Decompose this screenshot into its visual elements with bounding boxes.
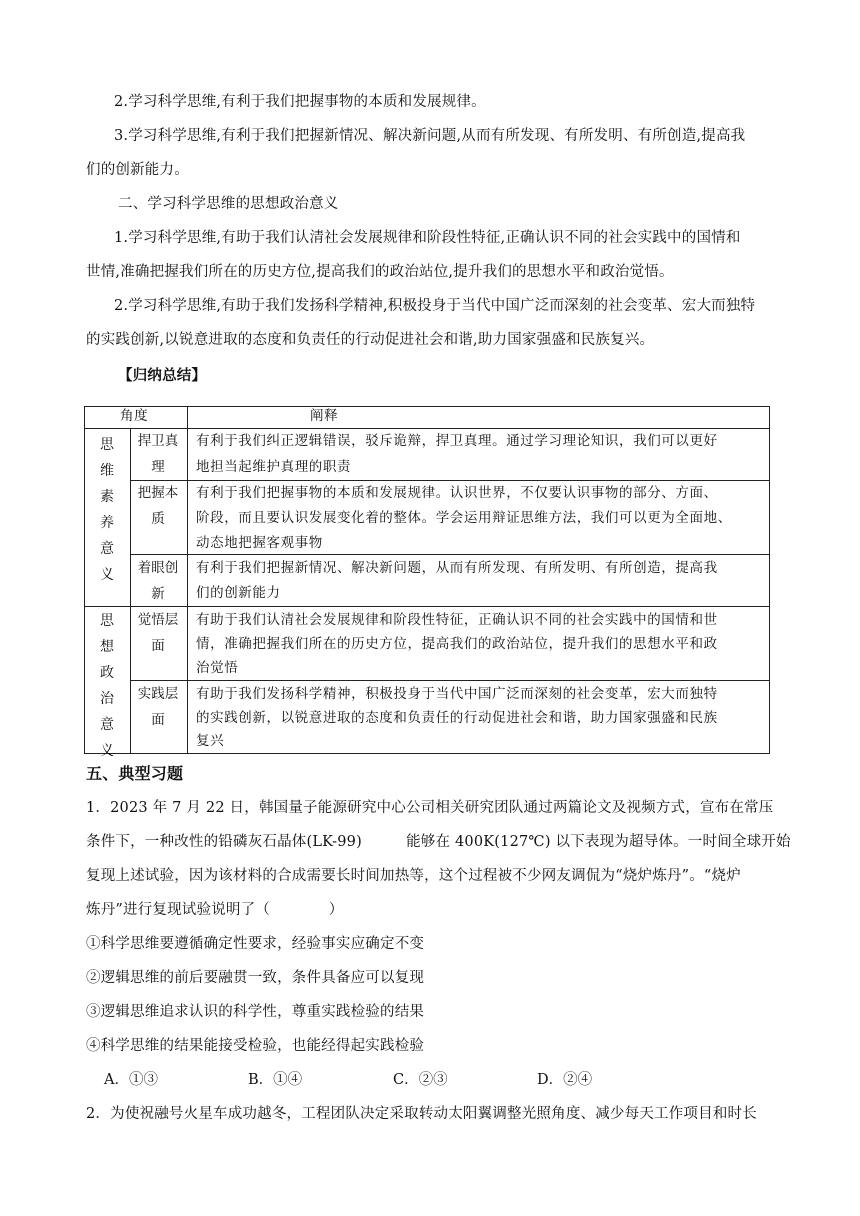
row-text-line: 治觉悟: [196, 660, 239, 676]
row-text-line: 复兴: [196, 733, 225, 749]
q2-line1: 2．为使祝融号火星车成功越冬，工程团队决定采取转动太阳翼调整光照角度、减少每天工作项目和时长: [86, 1106, 757, 1122]
group-label-2: 思想政治意义: [100, 613, 114, 759]
table-col-divider: [187, 406, 188, 754]
statement-1: ①科学思维要遵循确定性要求，经验事实应确定不变: [86, 936, 425, 952]
row-category: 觉悟层面: [137, 612, 179, 654]
summary-table: [84, 406, 770, 759]
group-label-1: 思维素养意义: [100, 437, 114, 583]
row-category: 把握本质: [137, 485, 179, 527]
option-d: D．②④: [537, 1072, 593, 1088]
exercises-heading: 五、典型习题: [86, 764, 184, 783]
sec2-item2-line2: 的实践创新,以锐意进取的态度和负责任的行动促进社会和谐,助力国家强盛和民族复兴。: [86, 332, 655, 348]
row-text-line: 地担当起维护真理的职责: [196, 459, 352, 475]
row-text-line: 有利于我们纠正逻辑错误，驳斥诡辩，捍卫真理。通过学习理论知识，我们可以更好: [196, 433, 718, 449]
row-text-line: 们的创新能力: [196, 585, 281, 601]
summary-heading: 【归纳总结】: [118, 367, 207, 384]
q1-line2: 条件下，一种改性的铅磷灰石晶体(LK-99) 能够在 400K(127℃) 以下表现为超导体。一时间全球开始: [86, 834, 791, 850]
table-border-right: [769, 406, 770, 754]
sec2-item2-line1: 2.学习科学思维,有助于我们发扬科学精神,积极投身于当代中国广泛而深刻的社会变革、宏大而独特: [114, 298, 756, 314]
option-a: A．①③: [104, 1072, 158, 1088]
item-3-line1: 3.学习科学思维,有利于我们把握新情况、解决新问题,从而有所发现、有所发明、有所创造,提高我: [114, 128, 746, 144]
row-text-line: 有利于我们把握新情况、解决新问题，从而有所发现、有所发明、有所创造，提高我: [196, 560, 718, 576]
option-b: B．①④: [248, 1072, 303, 1088]
sec2-item1-line1: 1.学习科学思维,有助于我们认清社会发展规律和阶段性特征,正确认识不同的社会实践中的国情和: [114, 230, 741, 246]
row-text-line: 有助于我们发扬科学精神，积极投身于当代中国广泛而深刻的社会变革，宏大而独特: [196, 686, 718, 702]
q1-line4: 炼丹”进行复现试验说明了（ ）: [86, 902, 344, 918]
header-explain: 阐释: [310, 408, 339, 424]
row-text-line: 有利于我们把握事物的本质和发展规律。认识世界，不仅要认识事物的部分、方面、: [196, 485, 718, 501]
row-category: 实践层面: [137, 686, 179, 728]
section-heading: 二、学习科学思维的思想政治意义: [118, 196, 339, 212]
statement-4: ④科学思维的结果能接受检验，也能经得起实践检验: [86, 1038, 425, 1054]
row-text-line: 的实践创新，以锐意进取的态度和负责任的行动促进社会和谐，助力国家强盛和民族: [196, 710, 718, 726]
row-text-line: 有助于我们认清社会发展规律和阶段性特征，正确认识不同的社会实践中的国情和世: [196, 612, 718, 628]
item-2-text: 2.学习科学思维,有利于我们把握事物的本质和发展规律。: [114, 94, 486, 110]
table-group-divider: [130, 428, 131, 754]
sec2-item1-line2: 世情,准确把握我们所在的历史方位,提高我们的政治站位,提升我们的思想水平和政治觉悟。: [86, 264, 674, 280]
q1-line3: 复现上述试验，因为该材料的合成需要长时间加热等，这个过程被不少网友调侃为“烧炉炼丹”。“烧炉: [86, 868, 741, 884]
header-angle: 角度: [120, 408, 149, 424]
item-3-line2: 们的创新能力。: [86, 162, 189, 178]
q1-line1: 1．2023 年 7 月 22 日，韩国量子能源研究中心公司相关研究团队通过两篇论文及视频方式，宣布在常压: [86, 800, 774, 816]
table-border-left: [84, 406, 85, 754]
statement-3: ③逻辑思维追求认识的科学性，尊重实践检验的结果: [86, 1004, 425, 1020]
row-category: 捍卫真理: [137, 433, 179, 475]
statement-2: ②逻辑思维的前后要融贯一致，条件具备应可以复现: [86, 970, 425, 986]
option-c: C．②③: [393, 1072, 448, 1088]
row-text-line: 情，准确把握我们所在的历史方位，提高我们的政治站位，提升我们的思想水平和政: [196, 636, 718, 652]
row-category: 着眼创新: [137, 560, 179, 602]
row-text-line: 阶段，而且要认识发展变化着的整体。学会运用辩证思维方法，我们可以更为全面地、: [196, 510, 732, 526]
row-text-line: 动态地把握客观事物: [196, 535, 323, 551]
